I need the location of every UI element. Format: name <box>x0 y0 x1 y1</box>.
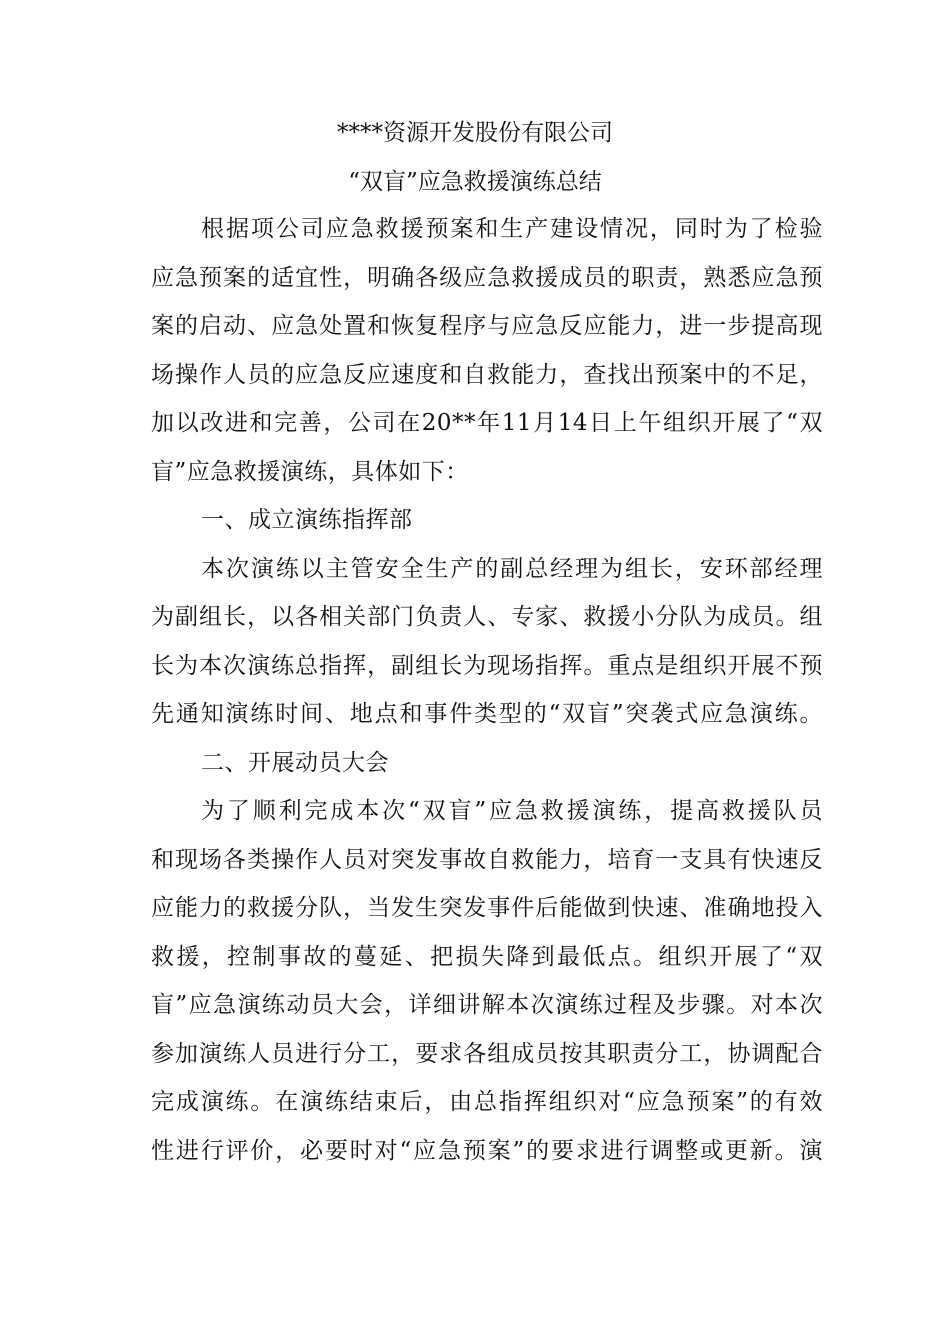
text-line: 完成演练。在演练结束后，由总指挥组织对“应急预案”的有效 <box>151 1089 823 1115</box>
text-line: 根据项公司应急救援预案和生产建设情况，同时为了检验 <box>201 216 823 242</box>
text-line: 救援，控制事故的蔓延、把损失降到最低点。组织开展了“双 <box>151 943 823 970</box>
document-body <box>151 205 823 1175</box>
text-line: 应急预案的适宜性，明确各级应急救援成员的职责，熟悉应急预 <box>151 264 823 291</box>
text-line: 一、成立演练指挥部 <box>201 507 413 533</box>
text-line: 盲”应急演练动员大会，详细讲解本次演练过程及步骤。对本次 <box>151 992 823 1018</box>
text-line: 参加演练人员进行分工，要求各组成员按其职责分工，协调配合 <box>151 1040 823 1067</box>
text-line: 长为本次演练总指挥，副组长为现场指挥。重点是组织开展不预 <box>151 652 823 679</box>
text-line: 二、开展动员大会 <box>201 749 389 776</box>
text-line: 应能力的救援分队，当发生突发事件后能做到快速、准确地投入 <box>151 895 823 921</box>
text-line: 加以改进和完善，公司在20**年11月14日上午组织开展了“双 <box>151 410 823 436</box>
text-line: 盲”应急救援演练，具体如下： <box>151 458 469 485</box>
text-line: 先通知演练时间、地点和事件类型的“双盲”突袭式应急演练。 <box>151 701 823 727</box>
text-line: 性进行评价，必要时对“应急预案”的要求进行调整或更新。演 <box>151 1137 823 1164</box>
text-line: 和现场各类操作人员对突发事故自救能力，培育一支具有快速反 <box>151 846 823 873</box>
document-title: “双盲”应急救援演练总结 <box>348 169 602 195</box>
text-line: 为了顺利完成本次“双盲”应急救援演练，提高救援队员 <box>201 798 823 824</box>
text-line: 本次演练以主管安全生产的副总经理为组长，安环部经理 <box>201 555 823 582</box>
text-line: 场操作人员的应急反应速度和自救能力，查找出预案中的不足， <box>151 361 823 388</box>
text-line: 为副组长，以各相关部门负责人、专家、救援小分队为成员。组 <box>151 604 823 630</box>
text-line: 案的启动、应急处置和恢复程序与应急反应能力，进一步提高现 <box>151 313 823 339</box>
company-name: ****资源开发股份有限公司 <box>337 120 613 146</box>
